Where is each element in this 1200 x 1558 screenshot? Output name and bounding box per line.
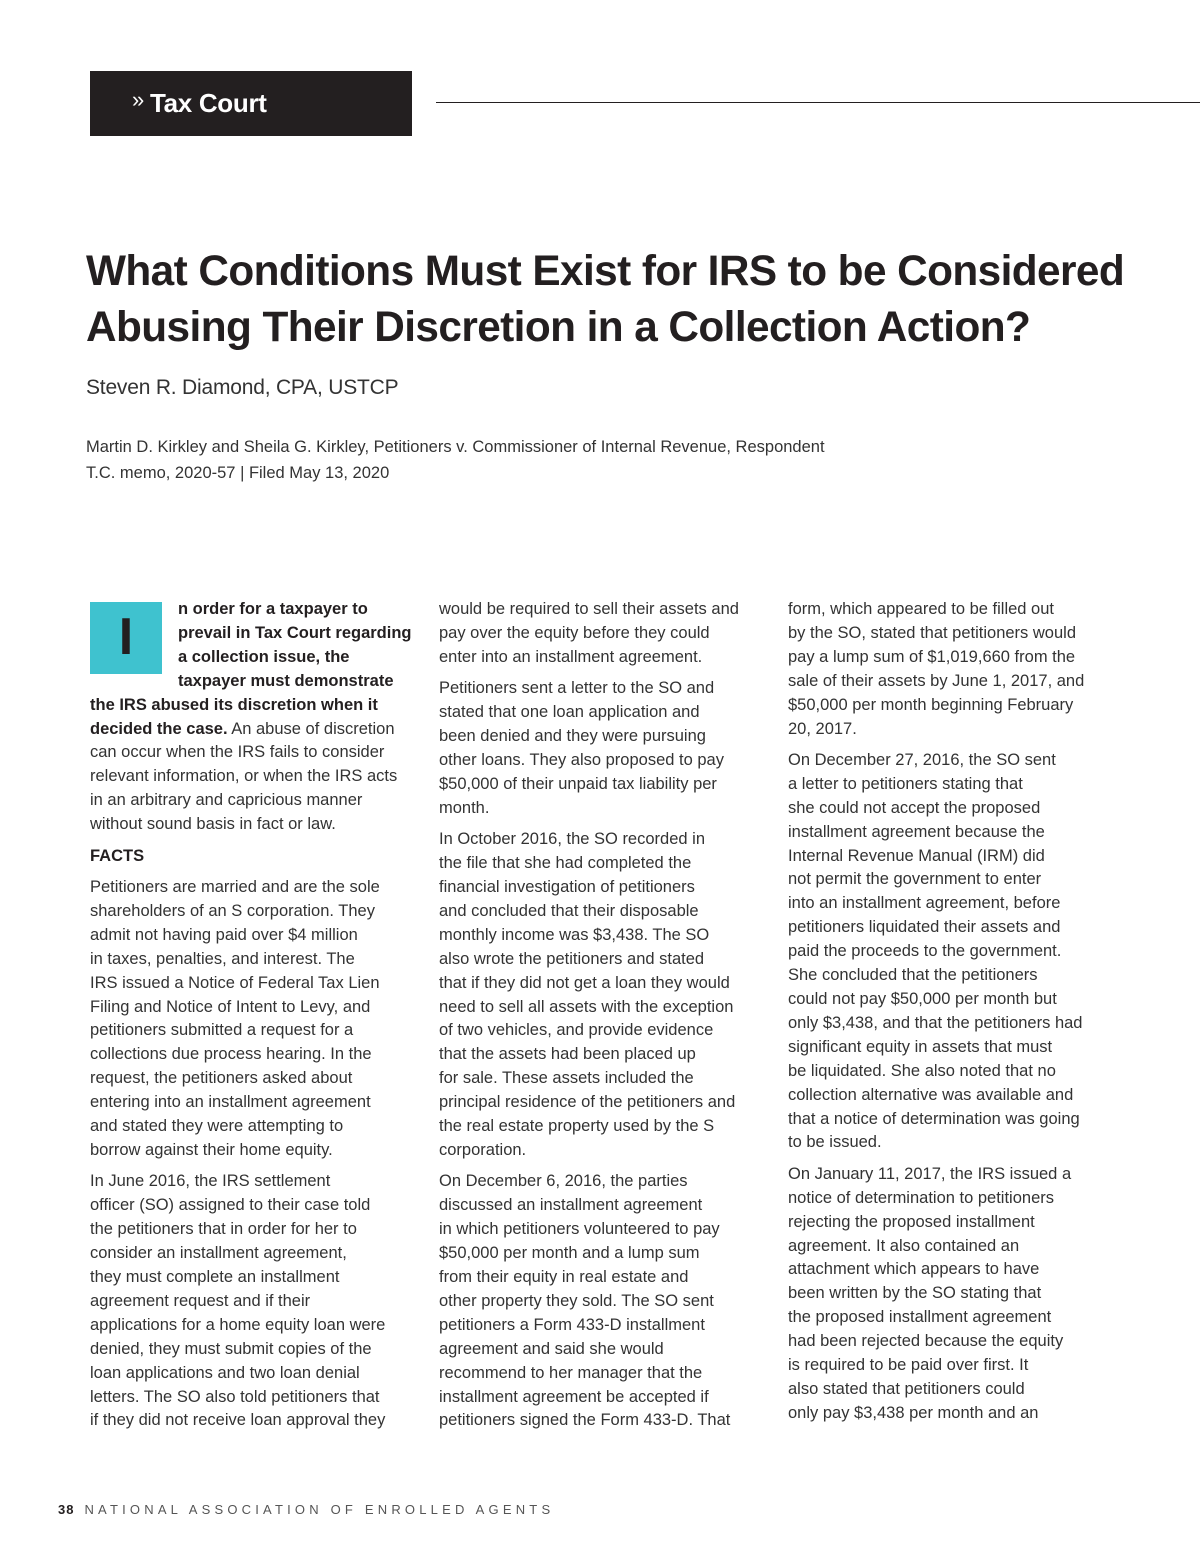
text-line: attachment which appears to have xyxy=(788,1260,1040,1279)
drop-cap: I xyxy=(90,602,162,674)
publication-name: NATIONAL ASSOCIATION OF ENROLLED AGENTS xyxy=(84,1502,555,1517)
text-line: taxpayer must demonstrate xyxy=(178,671,394,690)
paragraph xyxy=(90,876,420,1163)
text-line: stated that one loan application and xyxy=(439,703,700,722)
text-line: Internal Revenue Manual (IRM) did xyxy=(788,846,1045,865)
text-line: other loans. They also proposed to pay xyxy=(439,750,724,769)
text-line: agreement and said she would xyxy=(439,1339,664,1358)
text-line: loan applications and two loan denial xyxy=(90,1363,360,1382)
section-label: Tax Court xyxy=(149,88,267,118)
text-line: n order for a taxpayer to xyxy=(178,600,368,618)
paragraph xyxy=(439,1170,769,1433)
text-line: without sound basis in fact or law. xyxy=(90,815,336,834)
text-line: into an installment agreement, before xyxy=(788,894,1061,913)
text-line: prevail in Tax Court regarding xyxy=(178,623,412,642)
text-line: shareholders of an S corporation. They xyxy=(90,901,375,920)
text-line: the file that she had completed the xyxy=(439,854,692,873)
headline-line: Abusing Their Discretion in a Collection Action? xyxy=(86,303,1031,351)
text-line: pay over the equity before they could xyxy=(439,623,710,642)
case-citation: T.C. memo, 2020-57 | Filed May 13, 2020 xyxy=(86,464,390,482)
text-line: relevant information, or when the IRS acts xyxy=(90,767,398,786)
text-line: agreement request and if their xyxy=(90,1291,311,1310)
text-line: also stated that petitioners could xyxy=(788,1380,1025,1398)
text-line: IRS issued a Notice of Federal Tax Lien xyxy=(90,973,380,992)
text-line: paid the proceeds to the government. xyxy=(788,942,1062,961)
article-column-3 xyxy=(788,598,1118,1433)
text-line: a letter to petitioners stating that xyxy=(788,774,1023,793)
text-line: in taxes, penalties, and interest. The xyxy=(90,949,355,968)
text-line: had been rejected because the equity xyxy=(788,1332,1064,1351)
text-line: petitioners signed the Form 433-D. That xyxy=(439,1411,731,1430)
facts-heading: FACTS xyxy=(90,846,145,865)
text-line: Petitioners are married and are the sole xyxy=(90,877,380,896)
text-line: petitioners liquidated their assets and xyxy=(788,918,1061,937)
text-line: On December 6, 2016, the parties xyxy=(439,1172,688,1191)
paragraph xyxy=(788,598,1118,741)
text-line: sale of their assets by June 1, 2017, and xyxy=(788,671,1085,690)
text-line: entering into an installment agreement xyxy=(90,1093,371,1112)
text-line: the real estate property used by the S xyxy=(439,1117,715,1136)
text-line: be liquidated. She also noted that no xyxy=(788,1061,1056,1080)
text-line: petitioners submitted a request for a xyxy=(90,1021,354,1040)
page-number: 38 xyxy=(58,1502,75,1517)
article-headline xyxy=(86,243,1150,355)
text-line: would be required to sell their assets and xyxy=(439,600,739,618)
text-line: the petitioners that in order for her to xyxy=(90,1220,357,1239)
text-line: applications for a home equity loan were xyxy=(90,1315,386,1334)
text-line: admit not having paid over $4 million xyxy=(90,925,358,944)
text-line: and stated they were attempting to xyxy=(90,1117,344,1136)
text-line: corporation. xyxy=(439,1140,527,1159)
text-line: not permit the government to enter xyxy=(788,870,1042,889)
paragraph xyxy=(90,1170,420,1433)
text-line: installment agreement be accepted if xyxy=(439,1387,709,1406)
text-line: She concluded that the petitioners xyxy=(788,966,1038,985)
author-byline: Steven R. Diamond, CPA, USTCP xyxy=(86,376,399,399)
text-line: principal residence of the petitioners and xyxy=(439,1093,736,1112)
text-line: can occur when the IRS fails to consider xyxy=(90,743,385,762)
text-line: rejecting the proposed installment xyxy=(788,1212,1035,1231)
text-line: they must complete an installment xyxy=(90,1267,340,1286)
text-line: denied, they must submit copies of the xyxy=(90,1339,372,1358)
text-line: enter into an installment agreement. xyxy=(439,647,703,666)
text-line: In October 2016, the SO recorded in xyxy=(439,830,705,849)
text-line: in an arbitrary and capricious manner xyxy=(90,791,363,810)
paragraph xyxy=(439,598,769,670)
text-line: borrow against their home equity. xyxy=(90,1140,333,1159)
text-line: collection alternative was available and xyxy=(788,1085,1074,1104)
text-line: other property they sold. The SO sent xyxy=(439,1291,714,1310)
page-footer xyxy=(58,1502,554,1517)
text-line: request, the petitioners asked about xyxy=(90,1069,353,1088)
text-line: she could not accept the proposed xyxy=(788,798,1041,817)
text-line: monthly income was $3,438. The SO xyxy=(439,925,710,944)
text-line: and concluded that their disposable xyxy=(439,901,699,920)
text-line: by the SO, stated that petitioners would xyxy=(788,623,1077,642)
text-line: month. xyxy=(439,798,490,817)
text-line: On December 27, 2016, the SO sent xyxy=(788,750,1056,769)
lead-bold-end: decided the case. xyxy=(90,719,228,738)
text-line: been written by the SO stating that xyxy=(788,1284,1042,1303)
section-tab xyxy=(90,71,412,136)
text-line: consider an installment agreement, xyxy=(90,1244,347,1263)
text-line: to be issued. xyxy=(788,1133,882,1152)
text-line: for sale. These assets included the xyxy=(439,1069,694,1088)
text-line: notice of determination to petitioners xyxy=(788,1188,1054,1207)
text-line: In June 2016, the IRS settlement xyxy=(90,1172,331,1191)
text-line: petitioners a Form 433-D installment xyxy=(439,1315,705,1334)
text-line: if they did not receive loan approval they xyxy=(90,1411,386,1430)
text-line xyxy=(90,718,420,742)
article-column-1 xyxy=(90,598,420,1441)
text-line: $50,000 per month and a lump sum xyxy=(439,1244,700,1263)
text-line: financial investigation of petitioners xyxy=(439,877,695,896)
text-line: a collection issue, the xyxy=(178,647,350,666)
chevron-right-icon: » xyxy=(132,86,144,112)
article-column-2 xyxy=(439,598,769,1441)
text-line: letters. The SO also told petitioners that xyxy=(90,1387,380,1406)
text-line: need to sell all assets with the exception xyxy=(439,997,734,1016)
lead-text: An abuse of discretion xyxy=(227,719,395,738)
text-line: in which petitioners volunteered to pay xyxy=(439,1220,720,1239)
case-parties: Martin D. Kirkley and Sheila G. Kirkley, Petitioners v. Commissioner of Internal Revenue, Respondent xyxy=(86,438,825,456)
text-line: recommend to her manager that the xyxy=(439,1363,703,1382)
paragraph xyxy=(439,828,769,1163)
text-line: discussed an installment agreement xyxy=(439,1196,703,1215)
text-line: from their equity in real estate and xyxy=(439,1267,689,1286)
case-info xyxy=(86,434,825,486)
text-line: only pay $3,438 per month and an xyxy=(788,1403,1039,1422)
text-line: installment agreement because the xyxy=(788,822,1045,841)
text-line: only $3,438, and that the petitioners had xyxy=(788,1013,1083,1032)
headline-line: What Conditions Must Exist for IRS to be Considered xyxy=(86,247,1125,295)
text-line: $50,000 per month beginning February xyxy=(788,695,1074,714)
text-line: $50,000 of their unpaid tax liability per xyxy=(439,774,717,793)
text-line: that a notice of determination was going xyxy=(788,1109,1080,1128)
text-line: On January 11, 2017, the IRS issued a xyxy=(788,1164,1072,1183)
paragraph xyxy=(788,749,1118,1155)
text-line: been denied and they were pursuing xyxy=(439,727,706,746)
text-line: that if they did not get a loan they would xyxy=(439,973,730,992)
text-line: form, which appeared to be filled out xyxy=(788,600,1054,618)
text-line: agreement. It also contained an xyxy=(788,1236,1020,1255)
text-line: officer (SO) assigned to their case told xyxy=(90,1196,371,1215)
text-line: is required to be paid over first. It xyxy=(788,1356,1029,1375)
text-line: Filing and Notice of Intent to Levy, and xyxy=(90,997,371,1016)
text-line: also wrote the petitioners and stated xyxy=(439,949,705,968)
text-line: could not pay $50,000 per month but xyxy=(788,990,1057,1008)
text-line: Petitioners sent a letter to the SO and xyxy=(439,679,715,698)
paragraph xyxy=(439,677,769,820)
text-line: the proposed installment agreement xyxy=(788,1308,1052,1327)
text-line: 20, 2017. xyxy=(788,719,857,738)
paragraph xyxy=(788,1163,1118,1426)
text-line: collections due process hearing. In the xyxy=(90,1045,372,1064)
text-line: pay a lump sum of $1,019,660 from the xyxy=(788,647,1076,666)
text-line: that the assets had been placed up xyxy=(439,1045,696,1064)
text-line: the IRS abused its discretion when it xyxy=(90,695,378,714)
text-line: of two vehicles, and provide evidence xyxy=(439,1021,714,1040)
text-line: significant equity in assets that must xyxy=(788,1037,1053,1056)
section-divider xyxy=(436,102,1200,103)
